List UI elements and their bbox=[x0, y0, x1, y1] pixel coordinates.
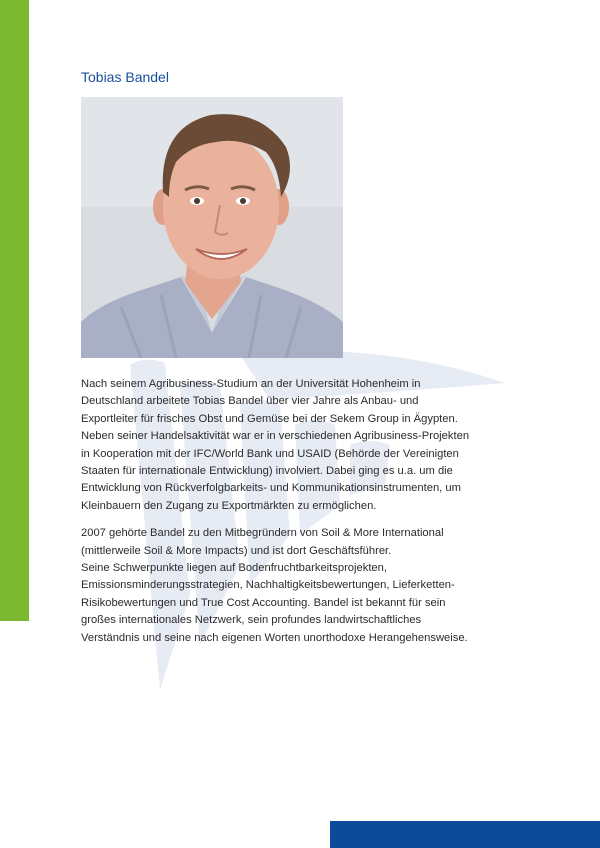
blue-footer-bar bbox=[330, 821, 600, 848]
portrait-photo bbox=[81, 97, 343, 358]
bio-line: Seine Schwerpunkte liegen auf Bodenfruchtbarkeitsprojekten, bbox=[81, 562, 387, 575]
bio-line: Emissionsminderungsstrategien, Nachhaltigkeitsbewertungen, Lieferketten- bbox=[81, 579, 455, 592]
biography-text bbox=[81, 376, 526, 657]
bio-line: Exportleiter für frisches Obst und Gemüse bei der Sekem Group in Ägypten. bbox=[81, 412, 458, 425]
bio-line: Deutschland arbeitete Tobias Bandel über vier Jahre als Anbau- und bbox=[81, 395, 419, 408]
bio-line: Risikobewertungen und True Cost Accounting. Bandel ist bekannt für sein bbox=[81, 596, 446, 609]
bio-line: großes internationales Netzwerk, sein profundes landwirtschaftliches bbox=[81, 614, 422, 627]
bio-paragraph-2 bbox=[81, 525, 526, 647]
person-name: Tobias Bandel bbox=[81, 69, 169, 85]
bio-line: (mittlerweile Soil & More Impacts) und ist dort Geschäftsführer. bbox=[81, 544, 392, 557]
bio-line: Neben seiner Handelsaktivität war er in verschiedenen Agribusiness-Projekten bbox=[81, 430, 470, 443]
bio-line: 2007 gehörte Bandel zu den Mitbegründern von Soil & More International bbox=[81, 527, 444, 540]
bio-line: Kleinbauern den Zugang zu Exportmärkten zu ermöglichen. bbox=[81, 499, 377, 512]
bio-paragraph-1 bbox=[81, 376, 526, 515]
bio-line: Verständnis und seine nach eigenen Worten unorthodoxe Herangehensweise. bbox=[81, 631, 468, 644]
green-side-bar bbox=[0, 0, 29, 621]
bio-line: Staaten für internationale Entwicklung) involviert. Dabei ging es u.a. um die bbox=[81, 465, 453, 478]
bio-line: Entwicklung von Rückverfolgbarkeits- und Kommunikationsinstrumenten, um bbox=[81, 482, 461, 495]
bio-line: in Kooperation mit der IFC/World Bank und USAID (Behörde der Vereinigten bbox=[81, 447, 459, 460]
bio-line: Nach seinem Agribusiness-Studium an der Universität Hohenheim in bbox=[81, 378, 421, 390]
